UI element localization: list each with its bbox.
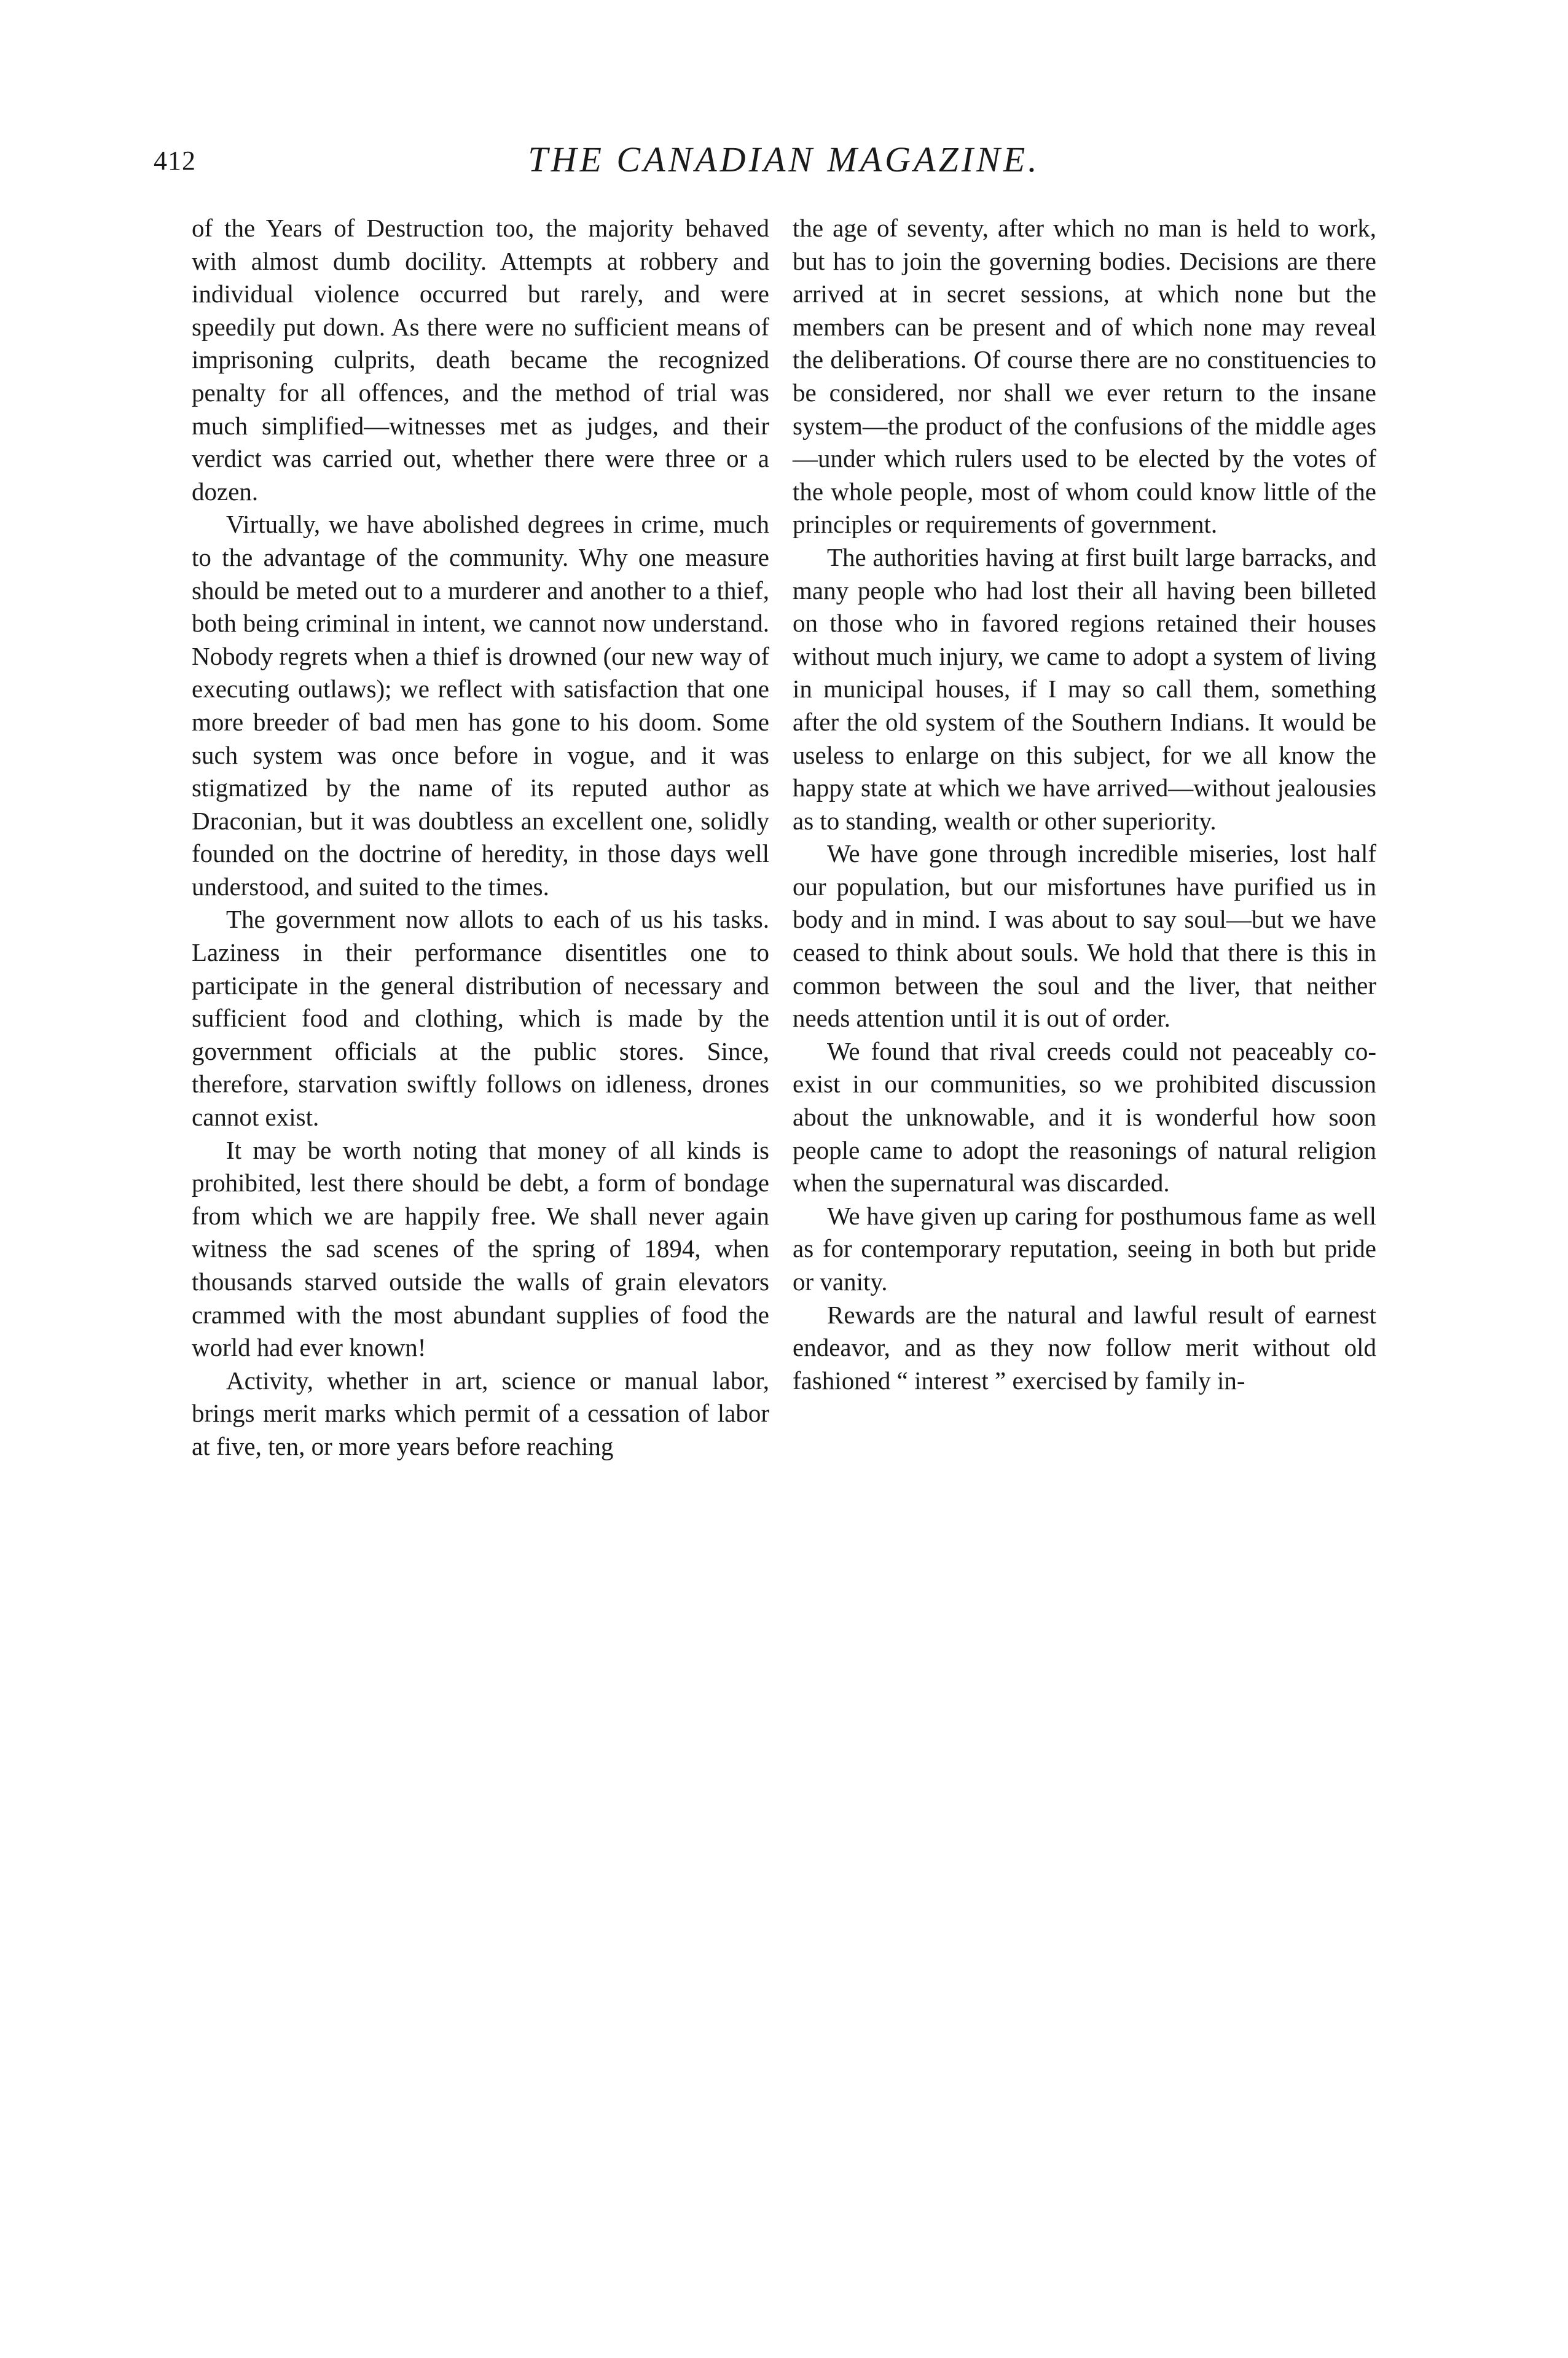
paragraph: The authorities having at first built large barracks, and many people who had lost their all having been billeted on those who in favored regions retained their houses without much injury, we came to adopt a system of living in municipal houses, if I may so call them, something after the old system of the Southern Indians. It would be useless to enlarge on this subject, for we all know the happy state at which we have arrived—without jealousies as to standing, wealth or other superiority. [793,542,1376,835]
paragraph: The government now allots to each of us his tasks. Laziness in their performance disentitles one to participate in the general distribution of necessary and sufficient food and clothing, which is made by the government officials at the public stores. Since, therefore, starvation swiftly follows on idleness, drones cannot exist. [192,905,769,1132]
paragraph: We have given up caring for posthumous fame as well as for contemporary reputation, seeing in both but pride or vanity. [793,1201,1376,1296]
paragraph: We found that rival creeds could not peaceably co-exist in our communities, so we prohibited discussion about the unknowable, and it is wonderful how soon people came to adopt the reasonings of natural religion when the supernatural was discarded. [793,1036,1376,1197]
paragraph: We have gone through incredible miseries, lost half our population, but our misfortunes have purified us in body and in mind. I was about to say soul—but we have ceased to think about souls. We hold that there is this in common between the soul and the liver, that neither needs attention until it is out of order. [793,839,1376,1033]
paragraph: the age of seventy, after which no man is held to work, but has to join the governing bodies. Decisions are there arrived at in secret sessions, at which none but the members can be present and of which none may reveal the deliberations. Of course there are no constituencies to be considered, nor shall we ever return to the insane system—the product of the confusions of the middle ages—under which rulers used to be elected by the votes of the whole people, most of whom could know little of the principles or requirements of government. [793,214,1376,539]
paragraph: It may be worth noting that money of all kinds is prohibited, lest there should be debt, a form of bondage from which we are happily free. We shall never again witness the sad scenes of the spring of 1894, when thousands starved outside the walls of grain elevators crammed with the most abundant supplies of food the world had ever known! [192,1135,769,1362]
paragraph: Virtually, we have abolished degrees in crime, much to the advantage of the community. Why one measure should be meted out to a murderer and another to a thief, both being criminal in intent, we cannot now understand. Nobody regrets when a thief is drowned (our new way of executing outlaws); we reflect with satisfaction that one more breeder of bad men has gone to his doom. Some such system was once before in vogue, and it was stigmatized by the name of its reputed author as Draconian, but it was doubtless an excellent one, solidly founded on the doctrine of heredity, in those days well understood, and suited to the times. [192,510,769,901]
paragraph: of the Years of Destruction too, the majority behaved with almost dumb docility. Attempts at robbery and individual violence occurred but rarely, and were speedily put down. As there were no sufficient means of imprisoning culprits, death became the recognized penalty for all offences, and the method of trial was much simplified—witnesses met as judges, and their verdict was carried out, whether there were three or a dozen. [192,214,769,506]
paragraph: Activity, whether in art, science or manual labor, brings merit marks which permit of a cessation of labor at five, ten, or more years before reaching [192,1366,769,1460]
running-title: THE CANADIAN MAGAZINE. [528,139,1040,179]
left-column [192,212,769,1463]
page-number: 412 [154,146,196,176]
right-column [793,212,1376,1397]
paragraph: Rewards are the natural and lawful result of earnest endeavor, and as they now follow merit without old fashioned “ interest ” exercised by family in- [793,1300,1376,1395]
